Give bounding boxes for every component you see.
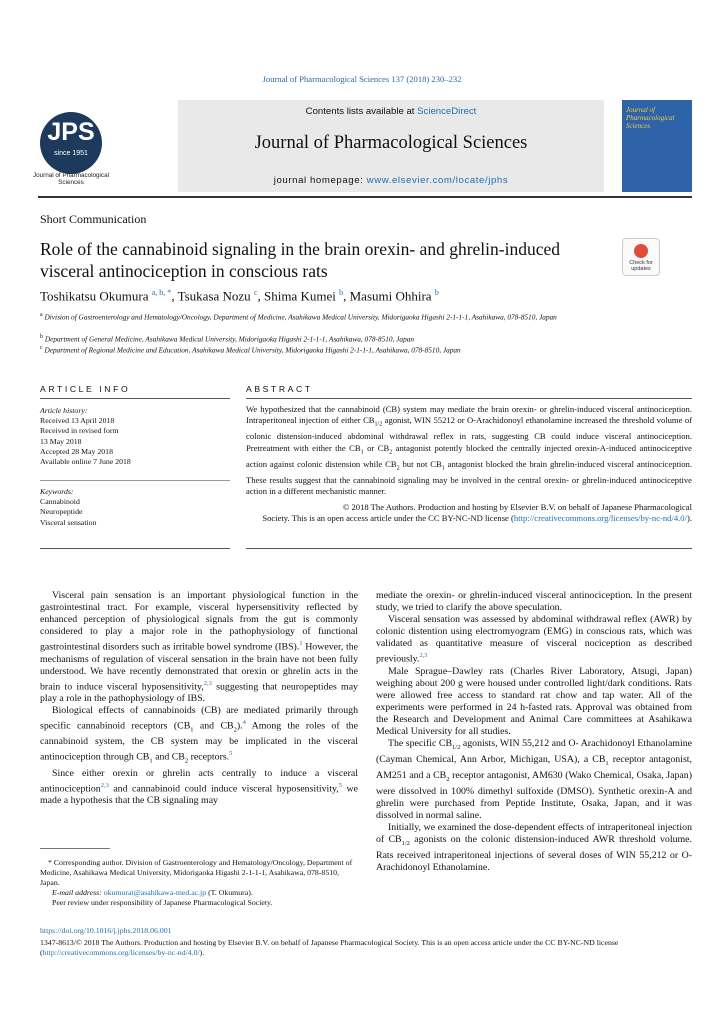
footnotes: * Corresponding author. Division of Gastroenterology and Hematology/Oncology, Department of Medicine, Asahikawa Medical University, Midorigaoka Higashi 2-1-1-1, Asahikawa, 078-8510, Japan. E-mail address: okumurat@asahikawa-med.ac.jp (T. Okumura). Peer review under responsibility of Japanese Pharmacological Society. [40,858,353,907]
divider [40,480,230,481]
logo-journal-name: Journal of Pharmacological Sciences [33,172,109,186]
logo-since: since 1951 [54,150,88,157]
check-for-updates-badge[interactable] [622,238,660,276]
article-info-heading: ARTICLE INFO [40,384,131,394]
journal-title: Journal of Pharmacological Sciences [254,133,528,153]
author-list: Toshikatsu Okumura $^{a, b, *}$, Tsukasa Nozu $^c$, Shima Kumei $^b$, Masumi Ohhira $^b$ [40,288,439,304]
affiliation: $^a$ Division of Gastroenterology and Hematology/Oncology, Department of Medicine, Asahikawa Medical University, Midorigaoka Higashi 2-1-1-1, Asahikawa, 078-8510, Japan [40,312,557,322]
article-type: Short Communication [40,212,147,226]
author-name[interactable]: Shima Kumei [264,288,336,304]
update-icon [634,244,648,258]
author-name[interactable]: Toshikatsu Okumura [40,288,149,304]
journal-homepage: journal homepage: www.elsevier.com/locate/jphs [273,175,509,186]
footnote-divider [40,848,110,849]
divider [246,398,692,399]
jps-logo [40,112,102,174]
affiliation: $^c$ Department of Regional Medicine and Education, Asahikawa Medical University, Midorigaoka Higashi 2-1-1-1, Asahikawa, 078-8510, Japan [40,345,461,355]
license-link[interactable]: http://creativecommons.org/licenses/by-nc-nd/4.0/ [513,513,687,524]
divider [246,548,692,549]
cover-title: Journal of Pharmacological Sciences [626,106,675,130]
affiliation: $^b$ Department of General Medicine, Asahikawa Medical University, Midorigaoka Higashi 2-1-1-1, Asahikawa, 078-8510, Japan [40,334,415,344]
keyword: Visceral sensation [40,517,97,527]
abstract-copyright: © 2018 The Authors. Production and hosting by Elsevier B.V. on behalf of Japanese Pharmacological Society. This is an open access article under the CC BY-NC-ND license (http://creativecommons.org/licenses/by-nc-nd/4.0/). [262,502,692,524]
keyword: Cannabinoid [40,497,80,507]
sciencedirect-link[interactable]: ScienceDirect [417,106,477,117]
keyword: Neuropeptide [40,507,83,517]
article-history: Article history: Received 13 April 2018 Received in revised form 13 May 2018 Accepted 28 May 2018 Available online 7 June 2018 [40,406,131,467]
homepage-link[interactable]: www.elsevier.com/locate/jphs [366,175,509,186]
logo-text: JPS [47,118,95,146]
author-name[interactable]: Masumi Ohhira [349,288,432,304]
body-left-column: Visceral pain sensation is an important physiological function in the gastrointestinal tract. For example, visceral hypersensitivity reflected by enhanced perception of physiological signals from the gut is commonly considered to play a major role in the pathophysiology of functional gastrointestinal disorders such as irritable bowel syndrome (IBS).$^1$ However, the mechanisms of regulation of visceral sensation in the brain have not been fully understood. We have recently demonstrated that orexin or ghrelin acts in the brain to induce visceral hyposensitivity,$^{2,3}$ suggesting that neuropeptides may play a role in the pathophysiology of IBS. Biological effects of cannabinoids (CB) are mediated primarily through specific cannabinoid receptors ($CB_1$ and $CB_2).^4$ Among the roles of the cannabinoid system, the CB system may be implicated in the visceral antinociception through $CB_1$ and $CB_2$ receptors.$^5$ Since either orexin or ghrelin acts centrally to induce a visceral antinociception$^{2,3}$ and cannabinoid could induce visceral hyposensitivity,$^5$ we made a hypothesis that the CB signaling may [40,590,359,807]
badge-label: Check for updates [629,260,653,272]
doi-link[interactable]: https://doi.org/10.1016/j.jphs.2018.06.001 [40,926,172,935]
bottom-license-link[interactable]: http://creativecommons.org/licenses/by-nc-nd/4.0/ [42,948,200,957]
contents-line: Contents lists available at ScienceDirect [305,106,477,117]
divider [40,548,230,549]
abstract-heading: ABSTRACT [246,384,313,394]
journal-cover-image [622,100,692,192]
journal-citation[interactable]: Journal of Pharmacological Sciences 137 (2018) 230–232 [262,74,462,84]
author-name[interactable]: Tsukasa Nozu [177,288,251,304]
article-title: Role of the cannabinoid signaling in the brain orexin- and ghrelin-induced visceral antinociception in conscious rats [40,239,560,281]
body-right-column: mediate the orexin- or ghrelin-induced visceral antinociception. In the present study, we tried to clarify the above speculation. Visceral sensation was assessed by abdominal withdrawal reflex (AWR) by colonic distention using electromyogram (EMG) in conscious rats, which was validated as quantitative measure of visceral nociception as described previously.$^{2,3}$ Male Sprague–Dawley rats (Charles River Laboratory, Atsugi, Japan) weighing about 200 g were housed under controlled light/dark conditions. Rats were allowed free access to standard rat chow and tap water. All of the experiments were performed in 24 h-fasted rats. Approval was obtained from the Research and Development and Animal Care committees at Asahikawa Medical University for all studies. The specific $CB_{1/2}$ agonists, WIN 55,212 and O- Arachidonoyl Ethanolamine (Cayman Chemical, Ann Arbor, Michigan, USA), a $CB_1$ receptor antagonist, AM251 and a $CB_2$ receptor antagonist, AM630 (Wako Chemical, Osaka, Japan) were dissolved in 100% dimethyl sulfoxide (DMSO). Synthetic orexin-A and ghrelin were purchased from Peptide Institute, Osaka, Japan, and it was dissolved in normal saline. Initially, we examined the dose-dependent effects of intraperitoneal injection of $CB_{1/2}$ agonists on the colonic distension-induced AWR threshold volume. Rats received intraperitoneal injections of several doses of WIN 55,212 or O-Arachidonoyl Ethanolamine. [376,590,692,874]
divider [40,398,230,399]
author-email-link[interactable]: okumurat@asahikawa-med.ac.jp [103,888,207,897]
abstract-text: We hypothesized that the cannabinoid (CB) system may mediate the brain orexin- or ghrelin-induced visceral antinociception. Intraperitoneal injection of either $CB_{1/2}$ agonist, WIN 55212 or O-Arachidonoyl ethanolamine increased the threshold volume of colonic distension-induced abdominal withdrawal reflex in rats, suggesting CB could induce visceral antinociception. Pretreatment with either the $CB_1$ or $CB_2$ antagonist potently blocked the centrally injected orexin-A-induced antinociceptive action against colonic distension while $CB_2$ but not $CB_1$ antagonist blocked the brain ghrelin-induced visceral antinociception. These results suggest that the cannabinoid signaling may be involved in the central orexin- or ghrelin-induced antinociceptive action in a different mechanistic manner. [246,404,693,496]
keywords: Keywords: Cannabinoid Neuropeptide Visceral sensation [40,487,230,528]
bottom-copyright: 1347-8613/© 2018 The Authors. Production and hosting by Elsevier B.V. on behalf of Japanese Pharmacological Society. This is an open access article under the CC BY-NC-ND license (http://creativecommons.org/licenses/by-nc-nd/4.0/). [40,938,619,957]
header-rule [38,196,692,198]
